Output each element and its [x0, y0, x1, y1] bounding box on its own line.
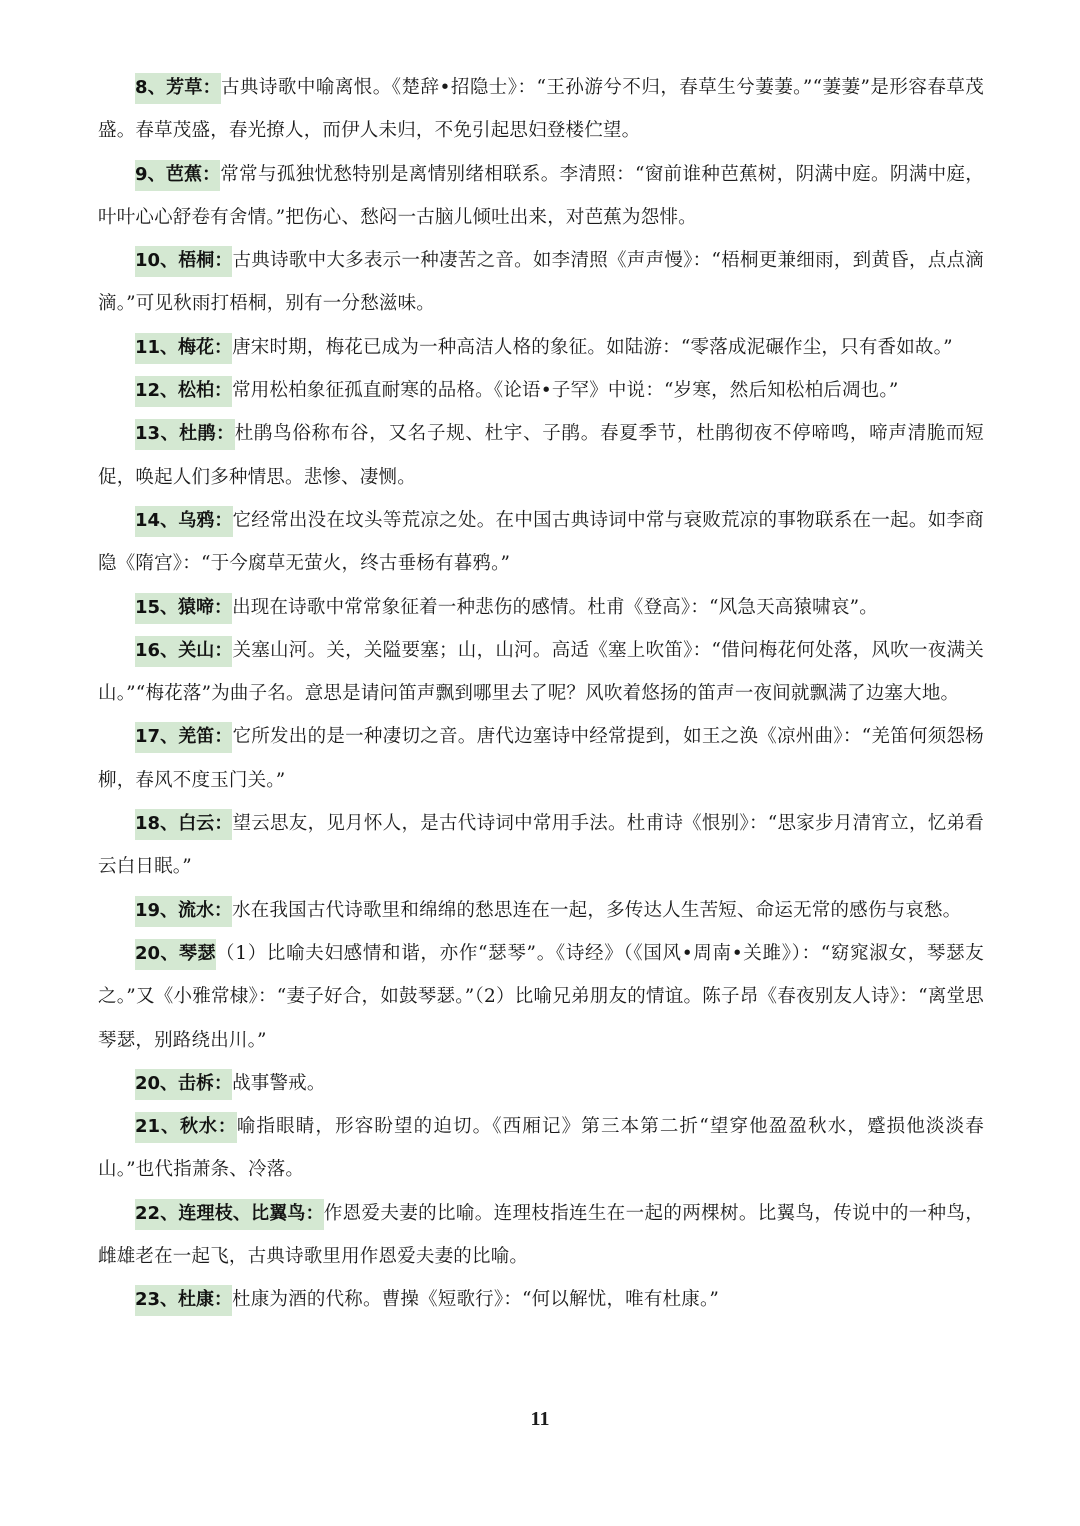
entry-text: 战事警戒。	[232, 1072, 326, 1094]
entry-text: 作恩爱夫妻的比喻。连理枝指连生在一起的两棵树。比翼鸟，传说中的一种鸟，雌雄老在一起飞，古典诗歌里用作恩爱夫妻的比喻。	[98, 1202, 984, 1268]
entry-term: 20、击柝：	[135, 1069, 232, 1100]
entry-term: 8、芳草：	[135, 73, 221, 104]
entry-text: 杜鹃鸟俗称布谷，又名子规、杜宇、子鹃。春夏季节，杜鹃彻夜不停啼鸣，啼声清脆而短促，唤起人们多种情思。悲惨、凄恻。	[98, 423, 984, 488]
entry-text: 唐宋时期，梅花已成为一种高洁人格的象征。如陆游：“零落成泥碾作尘，只有香如故。”	[232, 336, 953, 358]
entry-text: 杜康为酒的代称。曹操《短歌行》：“何以解忧，唯有杜康。”	[232, 1289, 720, 1311]
entry-text: 出现在诗歌中常常象征着一种悲伤的感情。杜甫《登高》：“风急天高猿啸哀”。	[232, 596, 878, 618]
entry-term: 18、白云：	[135, 809, 232, 840]
entry-songbai	[98, 369, 984, 412]
entry-term: 16、关山：	[135, 636, 232, 667]
entry-lianlizhi	[98, 1192, 984, 1279]
entry-term: 12、松柏：	[135, 376, 232, 407]
entry-term: 9、芭蕉：	[135, 160, 220, 191]
entry-liushui	[98, 889, 984, 932]
entry-text: 常常与孤独忧愁特别是离情别绪相联系。李清照：“窗前谁种芭蕉树，阴满中庭。阴满中庭，叶叶心心舒卷有舍情。”把伤心、愁闷一古脑儿倾吐出来，对芭蕉为怨悱。	[98, 163, 984, 228]
entry-bajiao	[98, 153, 984, 240]
entry-qiushui	[98, 1105, 984, 1192]
entry-term: 19、流水：	[135, 896, 232, 927]
entry-meihua	[98, 326, 984, 369]
entry-term: 11、梅花：	[135, 333, 232, 364]
entry-text: 古典诗歌中大多表示一种凄苦之音。如李清照《声声慢》：“梧桐更兼细雨，到黄昏，点点滴滴。”可见秋雨打梧桐，别有一分愁滋味。	[98, 250, 984, 315]
entry-text: 古典诗歌中喻离恨。《楚辞•招隐士》：“王孙游兮不归，春草生兮萋萋。”“萋萋”是形容春草茂盛。春草茂盛，春光撩人，而伊人未归，不免引起思妇登楼伫望。	[98, 77, 985, 142]
entry-dukang	[98, 1278, 984, 1321]
entry-wuya	[98, 499, 984, 586]
entry-term: 10、梧桐：	[135, 246, 232, 277]
entry-term: 20、琴瑟	[135, 939, 216, 970]
entry-text: 喻指眼睛，形容盼望的迫切。《西厢记》第三本第二折“望穿他盈盈秋水，蹙损他淡淡春山。”也代指萧条、冷落。	[98, 1116, 984, 1181]
entry-term: 13、杜鹃：	[135, 419, 235, 450]
entry-dujuan	[98, 412, 984, 499]
document-page	[98, 66, 984, 1322]
entry-text: 它经常出没在坟头等荒凉之处。在中国古典诗词中常与衰败荒凉的事物联系在一起。如李商隐《隋宫》：“于今腐草无萤火，终古垂杨有暮鸦。”	[98, 509, 984, 575]
entry-text: 它所发出的是一种凄切之音。唐代边塞诗中经常提到，如王之涣《凉州曲》：“羌笛何须怨杨柳，春风不度玉门关。”	[98, 726, 984, 791]
entry-text: （1）比喻夫妇感情和谐，亦作“瑟琴”。《诗经》（《国风•周南•关雎》）：“窈窕淑女，琴瑟友之。”又《小雅常棣》：“妻子好合，如鼓琴瑟。”（2）比喻兄弟朋友的情谊。陈子昂《春夜别友人诗》：“离堂思琴瑟，别路绕出川。”	[98, 942, 984, 1051]
page-number: 11	[530, 1408, 550, 1430]
entry-guanshan	[98, 629, 984, 716]
entry-qiangdi	[98, 715, 984, 802]
entry-jituo	[98, 1062, 984, 1105]
entry-term: 14、乌鸦：	[135, 506, 233, 537]
entry-term: 22、连理枝、比翼鸟：	[135, 1199, 324, 1230]
entry-wutong	[98, 239, 984, 326]
entry-yuanti	[98, 586, 984, 629]
entry-text: 关塞山河。关，关隘要塞；山，山河。高适《塞上吹笛》：“借问梅花何处落，风吹一夜满关山。”“梅花落”为曲子名。意思是请问笛声飘到哪里去了呢？风吹着悠扬的笛声一夜间就飘满了边塞大地。	[98, 639, 984, 705]
entry-term: 15、猿啼：	[135, 593, 232, 624]
entry-text: 水在我国古代诗歌里和绵绵的愁思连在一起，多传达人生苦短、命运无常的感伤与哀愁。	[232, 899, 962, 921]
entry-fangcao	[98, 66, 984, 153]
entry-term: 23、杜康：	[135, 1285, 232, 1316]
entry-term: 17、羌笛：	[135, 722, 232, 753]
entry-text: 望云思友，见月怀人，是古代诗词中常用手法。杜甫诗《恨别》：“思家步月清宵立，忆弟看云白日眠。”	[98, 813, 984, 878]
entry-baiyun	[98, 802, 984, 889]
entry-text: 常用松柏象征孤直耐寒的品格。《论语•子罕》中说：“岁寒，然后知松柏后凋也。”	[232, 380, 899, 402]
entry-qinse	[98, 932, 984, 1062]
entry-term: 21、秋水：	[135, 1112, 237, 1143]
